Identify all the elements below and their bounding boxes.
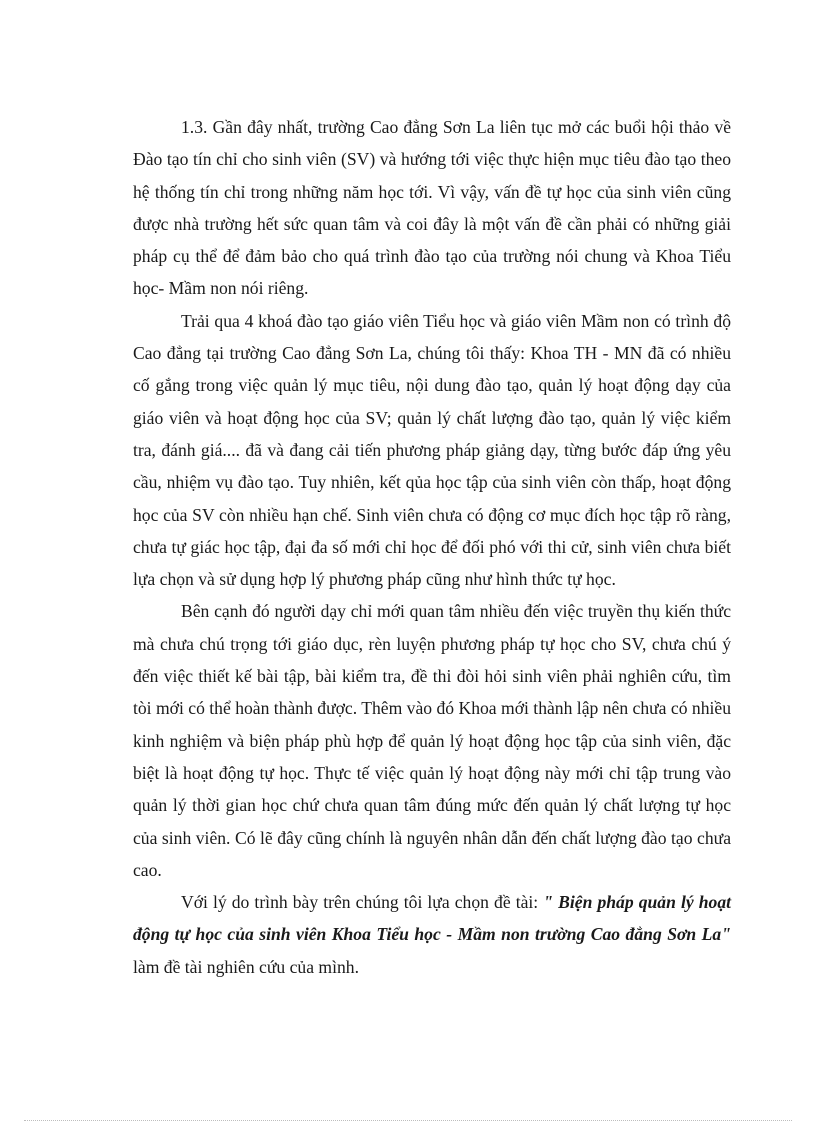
paragraph-4-tail: làm đề tài nghiên cứu của mình.	[133, 956, 359, 977]
paragraph-3: Bên cạnh đó người dạy chỉ mới quan tâm nhiều đến việc truyền thụ kiến thức mà chưa chú trọng tới giáo dục, rèn luyện phương pháp tự học cho SV, chưa chú ý đến việc thiết kế bài tập, bài kiểm tra, đề thi đòi hỏi sinh viên phải nghiên cứu, tìm tòi mới có thể hoàn thành được. Thêm vào đó Khoa mới thành lập nên chưa có nhiều kinh nghiệm và biện pháp phù hợp để quản lý hoạt động học tập của sinh viên, đặc biệt là hoạt động tự học. Thực tế việc quản lý hoạt động này mới chỉ tập trung vào quản lý thời gian học chứ chưa quan tâm đúng mức đến quản lý chất lượng tự học của sinh viên. Có lẽ đây cũng chính là nguyên nhân dẫn đến chất lượng đào tạo chưa cao.	[133, 601, 731, 880]
paragraph-4-lead: Với lý do trình bày trên chúng tôi lựa chọn đề tài:	[181, 892, 544, 913]
paragraph-1: 1.3. Gần đây nhất, trường Cao đẳng Sơn La liên tục mở các buổi hội thảo về Đào tạo tín chỉ cho sinh viên (SV) và hướng tới việc thực hiện mục tiêu đào tạo theo hệ thống tín chỉ trong những năm học tới. Vì vậy, vấn đề tự học của sinh viên cũng được nhà trường hết sức quan tâm và coi đây là một vấn đề cần phải có những giải pháp cụ thể để đảm bảo cho quá trình đào tạo của trường nói chung và Khoa Tiểu học- Mầm non nói riêng.	[133, 117, 731, 299]
paragraph-4	[133, 886, 731, 983]
thesis-title: " Biện pháp quản lý hoạt động tự học của sinh viên Khoa Tiểu học - Mầm non trường Cao đẳng Sơn La"	[133, 892, 731, 945]
document-body	[133, 111, 731, 983]
paragraph-2: Trải qua 4 khoá đào tạo giáo viên Tiểu học và giáo viên Mầm non có trình độ Cao đẳng tại trường Cao đẳng Sơn La, chúng tôi thấy: Khoa TH - MN đã có nhiều cố gắng trong việc quản lý mục tiêu, nội dung đào tạo, quản lý hoạt động dạy của giáo viên và hoạt động học của SV; quản lý chất lượng đào tạo, quản lý việc kiểm tra, đánh giá.... đã và đang cải tiến phương pháp giảng dạy, từng bước đáp ứng yêu cầu, nhiệm vụ đào tạo. Tuy nhiên, kết qủa học tập của sinh viên còn thấp, hoạt động học của SV còn nhiều hạn chế. Sinh viên chưa có động cơ mục đích học tập rõ ràng, chưa tự giác học tập, đại đa số mới chỉ học để đối phó với thi cử, sinh viên chưa biết lựa chọn và sử dụng hợp lý phương pháp cũng như hình thức tự học.	[133, 310, 731, 590]
page-bottom-divider	[24, 1120, 792, 1121]
